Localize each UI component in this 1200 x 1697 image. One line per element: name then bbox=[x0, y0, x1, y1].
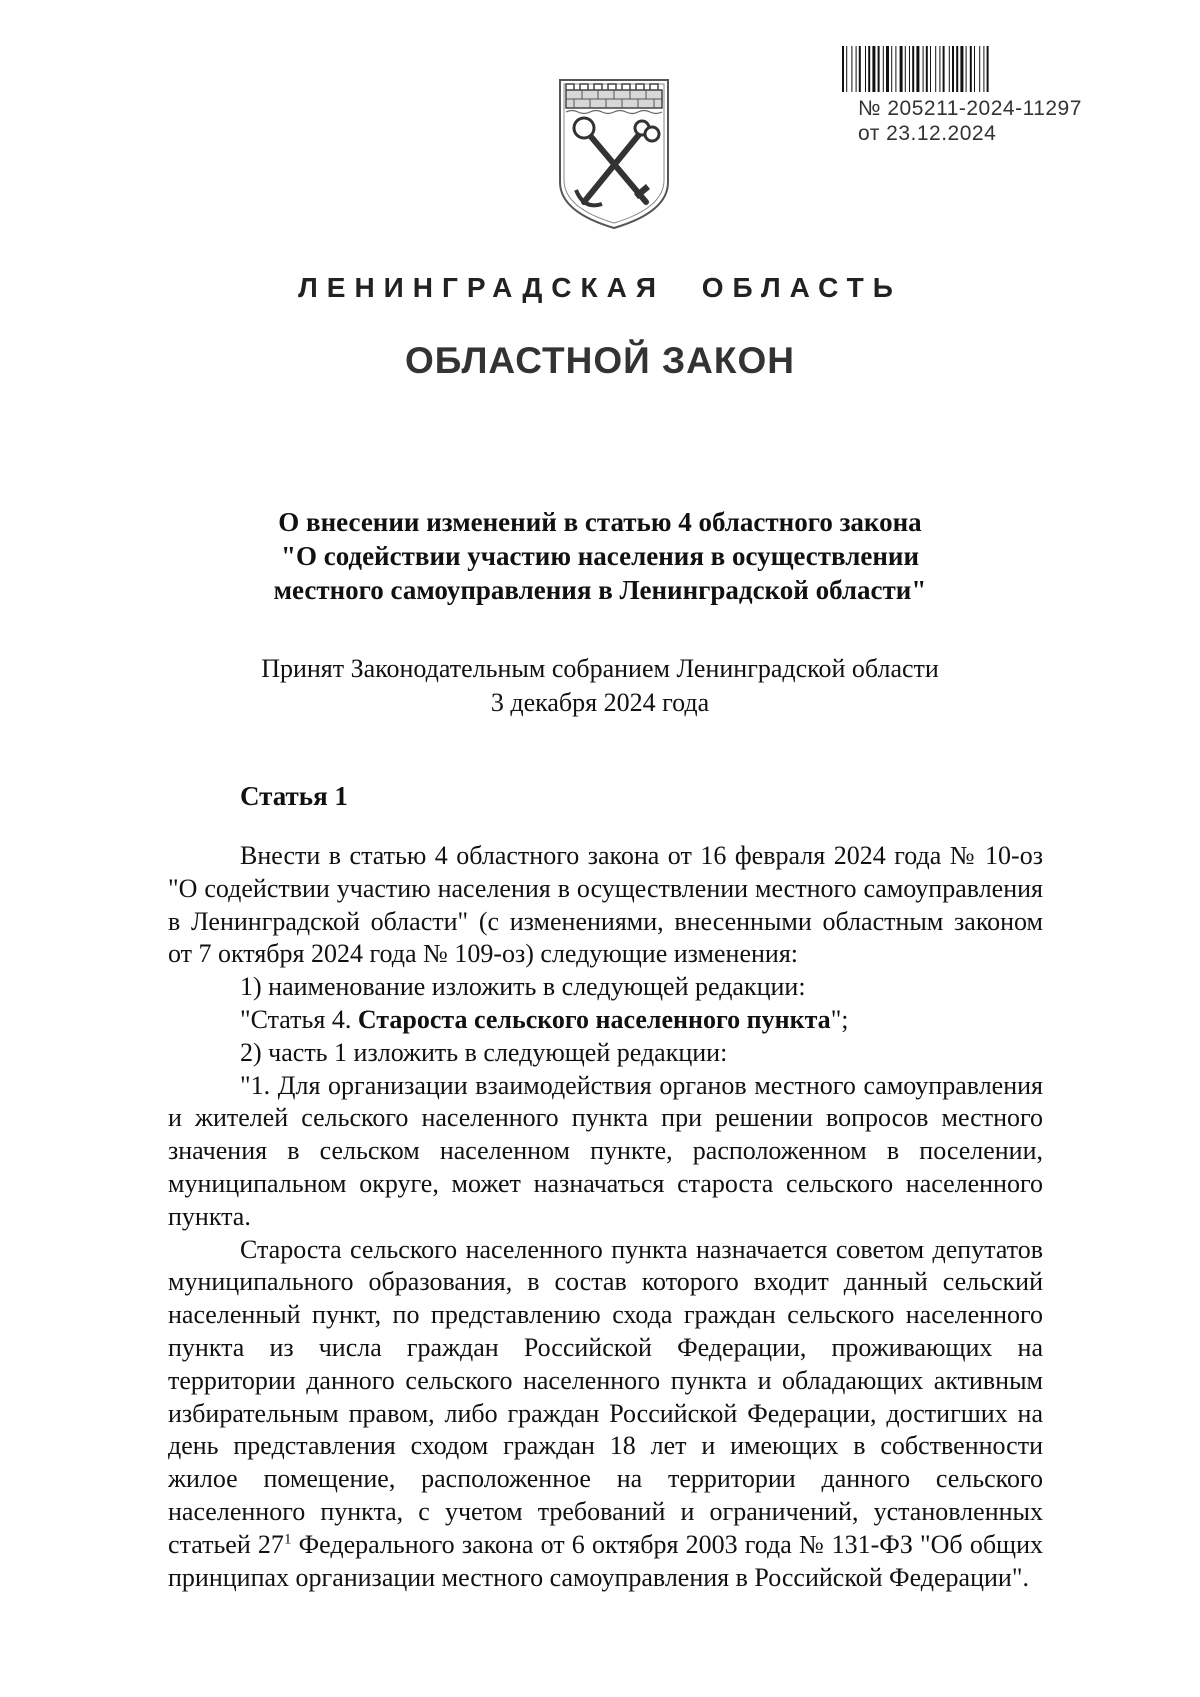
adoption-date: 3 декабря 2024 года bbox=[490, 688, 710, 717]
article-quote-prefix: "Статья 4. bbox=[240, 1004, 358, 1034]
coat-of-arms-emblem bbox=[554, 72, 674, 232]
law-type-heading: ОБЛАСТНОЙ ЗАКОН bbox=[405, 340, 795, 381]
body-paragraph: 1) наименование изложить в следующей редакции: bbox=[240, 972, 806, 1002]
registration-date: от 23.12.2024 bbox=[858, 122, 997, 145]
superscript-number: 1 bbox=[283, 1531, 292, 1548]
article-new-name: Староста сельского населенного пункта bbox=[357, 1004, 831, 1034]
body-text: Староста сельского населенного пункта назначается советом депутатов муниципального образования, в состав которого входит данный сельский населенный пункт, по представлению схода граждан сельского населенного пункта из числа граждан Российской Федерации, проживающих на территории данного сельского населенного пункта и обладающих активным избирательным правом, либо граждан Российской Федерации, достигших на день представления сходом граждан 18 лет и имеющих в собственности жилое помещение, расположенное на территории данного сельского населенного пункта, с учетом требований и ограничений, установленных статьей 27 bbox=[168, 1234, 1043, 1559]
law-title-line: О внесении изменений в статью 4 областного закона bbox=[278, 507, 922, 537]
body-paragraph: 2) часть 1 изложить в следующей редакции: bbox=[240, 1037, 728, 1067]
adoption-note bbox=[160, 652, 1040, 720]
law-title-line: "О содействии участию населения в осуществлении bbox=[280, 541, 920, 571]
law-title bbox=[160, 505, 1040, 607]
body-paragraph: "1. Для организации взаимодействия органов местного самоуправления и жителей сельского населенного пункта при решении вопросов местного значения в сельском населенном пункте, расположенном в поселении, муниципальном округе, может назначаться староста сельского населенного пункта. bbox=[168, 1070, 1043, 1231]
article-heading: Статья 1 bbox=[240, 781, 348, 811]
adoption-line: Принят Законодательным собранием Ленинградской области bbox=[261, 654, 939, 683]
registration-block bbox=[858, 96, 1082, 146]
body-paragraph bbox=[168, 1234, 1043, 1595]
region-heading: ЛЕНИНГРАДСКАЯ ОБЛАСТЬ bbox=[298, 272, 902, 303]
article-body bbox=[168, 840, 1043, 1594]
body-text: Федерального закона от 6 октября 2003 года № 131-ФЗ "Об общих принципах организации местного самоуправления в Российской Федерации". bbox=[168, 1529, 1043, 1592]
article-quote-suffix: "; bbox=[830, 1004, 849, 1034]
barcode-icon bbox=[840, 46, 1088, 92]
law-title-line: местного самоуправления в Ленинградской области" bbox=[273, 575, 927, 605]
body-paragraph: Внести в статью 4 областного закона от 16 февраля 2024 года № 10-оз "О содействии участию населения в осуществлении местного самоуправления в Ленинградской области" (с изменениями, внесенными областным законом от 7 октября 2024 года № 109-оз) следующие изменения: bbox=[168, 841, 1043, 969]
registration-number: № 205211-2024-11297 bbox=[858, 97, 1082, 120]
body-paragraph bbox=[168, 1004, 1043, 1037]
